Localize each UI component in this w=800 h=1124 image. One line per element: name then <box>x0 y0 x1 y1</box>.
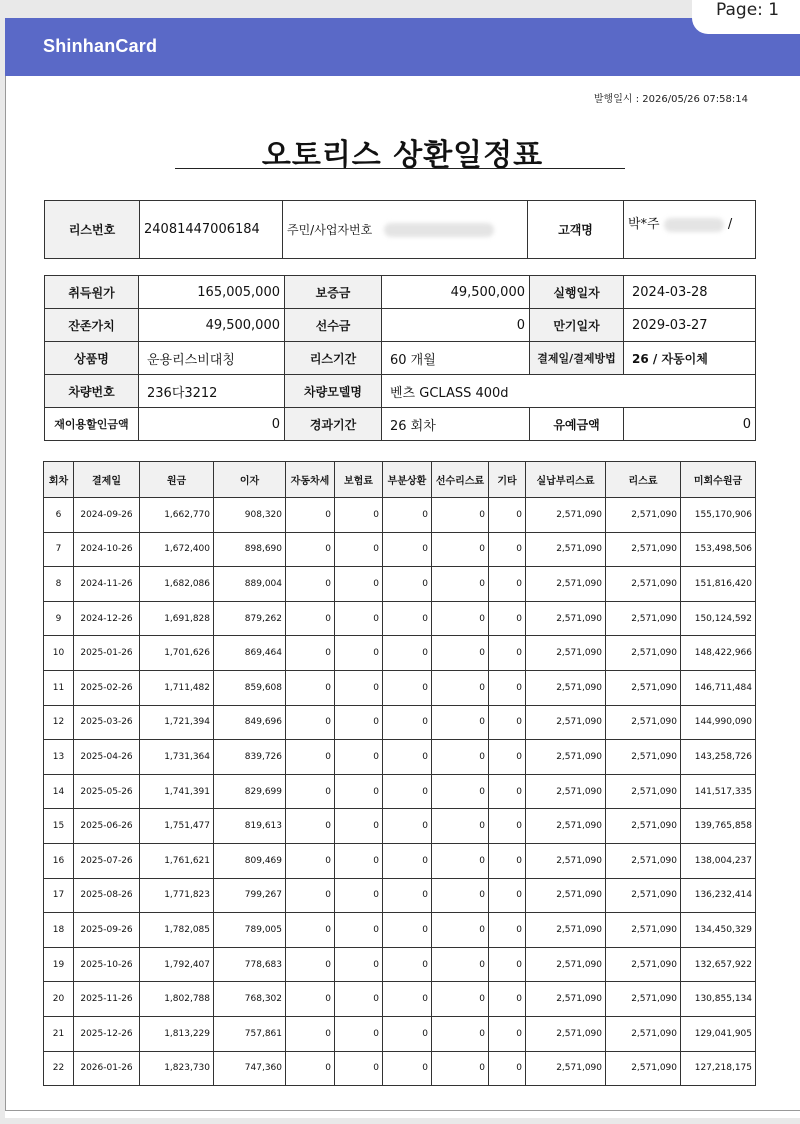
payment-method-value: 26 / 자동이체 <box>624 342 756 375</box>
col-header: 미회수원금 <box>681 462 756 498</box>
table-cell: 0 <box>286 1051 335 1086</box>
acq-cost-value: 165,005,000 <box>139 276 285 309</box>
document-sheet <box>5 18 800 1118</box>
table-cell: 130,855,134 <box>681 982 756 1017</box>
table-cell: 2026-01-26 <box>74 1051 140 1086</box>
redacted-mark <box>664 218 724 232</box>
table-cell: 0 <box>335 947 383 982</box>
table-cell: 1,823,730 <box>140 1051 214 1086</box>
table-cell: 0 <box>489 498 526 533</box>
table-cell: 768,302 <box>214 982 286 1017</box>
table-cell: 0 <box>383 1051 432 1086</box>
table-cell: 829,699 <box>214 774 286 809</box>
table-cell: 0 <box>489 740 526 775</box>
table-cell: 1,731,364 <box>140 740 214 775</box>
table-cell: 889,004 <box>214 567 286 602</box>
vehicle-no-value: 236다3212 <box>139 375 285 408</box>
detail-row <box>45 276 756 309</box>
table-cell: 2,571,090 <box>606 601 681 636</box>
table-cell: 0 <box>489 1051 526 1086</box>
table-cell: 144,990,090 <box>681 705 756 740</box>
schedule-header-row <box>44 462 756 498</box>
col-header: 회차 <box>44 462 74 498</box>
advance-value: 0 <box>382 309 530 342</box>
table-cell: 2024-12-26 <box>74 601 140 636</box>
table-cell: 0 <box>286 878 335 913</box>
lease-term-label: 리스기간 <box>285 342 382 375</box>
table-cell: 0 <box>286 670 335 705</box>
table-cell: 0 <box>286 982 335 1017</box>
table-cell: 0 <box>335 601 383 636</box>
table-cell: 0 <box>335 809 383 844</box>
table-cell: 2,571,090 <box>606 670 681 705</box>
maturity-label: 만기일자 <box>530 309 624 342</box>
table-cell: 1,761,621 <box>140 843 214 878</box>
table-cell: 859,608 <box>214 670 286 705</box>
table-cell: 0 <box>335 843 383 878</box>
customer-value <box>624 201 756 259</box>
table-cell: 2025-03-26 <box>74 705 140 740</box>
table-cell: 898,690 <box>214 532 286 567</box>
maturity-value: 2029-03-27 <box>624 309 756 342</box>
table-cell: 0 <box>489 913 526 948</box>
table-cell: 2,571,090 <box>526 601 606 636</box>
table-cell: 2025-09-26 <box>74 913 140 948</box>
table-cell: 0 <box>335 774 383 809</box>
col-header: 부분상환 <box>383 462 432 498</box>
table-cell: 2025-10-26 <box>74 947 140 982</box>
vehicle-model-label: 차량모델명 <box>285 375 382 408</box>
divider <box>5 1110 800 1111</box>
table-cell: 136,232,414 <box>681 878 756 913</box>
table-cell: 1,792,407 <box>140 947 214 982</box>
table-cell: 2024-11-26 <box>74 567 140 602</box>
col-header: 리스료 <box>606 462 681 498</box>
table-cell: 0 <box>286 705 335 740</box>
table-cell: 0 <box>489 636 526 671</box>
table-cell: 2,571,090 <box>606 913 681 948</box>
table-cell: 0 <box>432 705 489 740</box>
table-cell: 0 <box>432 878 489 913</box>
table-cell: 839,726 <box>214 740 286 775</box>
table-cell: 2,571,090 <box>526 567 606 602</box>
table-cell: 0 <box>432 532 489 567</box>
table-cell: 1,691,828 <box>140 601 214 636</box>
table-cell: 2025-11-26 <box>74 982 140 1017</box>
table-cell: 2,571,090 <box>606 878 681 913</box>
table-cell: 2,571,090 <box>606 705 681 740</box>
table-cell: 9 <box>44 601 74 636</box>
table-cell: 1,682,086 <box>140 567 214 602</box>
table-cell: 757,861 <box>214 1016 286 1051</box>
table-cell: 0 <box>383 947 432 982</box>
table-row <box>44 774 756 809</box>
repayment-schedule-table <box>43 461 756 1086</box>
table-cell: 0 <box>286 843 335 878</box>
table-cell: 2,571,090 <box>526 843 606 878</box>
table-cell: 0 <box>335 636 383 671</box>
table-cell: 2,571,090 <box>606 636 681 671</box>
table-row <box>44 636 756 671</box>
elapsed-value: 26 회차 <box>382 408 530 441</box>
table-cell: 0 <box>489 878 526 913</box>
table-cell: 6 <box>44 498 74 533</box>
table-cell: 0 <box>383 532 432 567</box>
table-cell: 0 <box>335 532 383 567</box>
table-cell: 2025-04-26 <box>74 740 140 775</box>
table-cell: 0 <box>432 774 489 809</box>
table-cell: 139,765,858 <box>681 809 756 844</box>
table-cell: 0 <box>383 913 432 948</box>
table-cell: 129,041,905 <box>681 1016 756 1051</box>
table-cell: 2025-12-26 <box>74 1016 140 1051</box>
table-cell: 0 <box>335 1051 383 1086</box>
table-cell: 0 <box>286 913 335 948</box>
table-row <box>44 740 756 775</box>
detail-row <box>45 342 756 375</box>
table-cell: 0 <box>383 705 432 740</box>
title-underline <box>175 168 625 169</box>
table-cell: 20 <box>44 982 74 1017</box>
table-row <box>44 705 756 740</box>
table-cell: 879,262 <box>214 601 286 636</box>
table-cell: 0 <box>335 670 383 705</box>
table-row <box>44 1016 756 1051</box>
table-cell: 809,469 <box>214 843 286 878</box>
table-cell: 849,696 <box>214 705 286 740</box>
table-cell: 0 <box>286 774 335 809</box>
table-cell: 0 <box>286 809 335 844</box>
residual-label: 잔존가치 <box>45 309 139 342</box>
customer-label: 고객명 <box>528 201 624 259</box>
table-cell: 0 <box>383 982 432 1017</box>
table-cell: 17 <box>44 878 74 913</box>
payment-method-label: 결제일/결제방법 <box>530 342 624 375</box>
table-cell: 0 <box>383 670 432 705</box>
table-cell: 2,571,090 <box>526 1051 606 1086</box>
table-cell: 0 <box>432 809 489 844</box>
table-cell: 21 <box>44 1016 74 1051</box>
id-number-value <box>380 201 528 259</box>
table-cell: 0 <box>286 601 335 636</box>
table-cell: 2,571,090 <box>526 982 606 1017</box>
table-cell: 778,683 <box>214 947 286 982</box>
table-cell: 1,672,400 <box>140 532 214 567</box>
table-cell: 151,816,420 <box>681 567 756 602</box>
detail-row <box>45 375 756 408</box>
page-title: 오토리스 상환일정표 <box>261 138 544 173</box>
table-cell: 2,571,090 <box>526 670 606 705</box>
table-cell: 2,571,090 <box>606 809 681 844</box>
table-cell: 2,571,090 <box>606 567 681 602</box>
table-cell: 0 <box>432 947 489 982</box>
reuse-discount-label: 재이용할인금액 <box>45 408 139 441</box>
table-row <box>44 982 756 1017</box>
col-header: 보험료 <box>335 462 383 498</box>
table-cell: 0 <box>489 947 526 982</box>
col-header: 자동차세 <box>286 462 335 498</box>
table-cell: 22 <box>44 1051 74 1086</box>
table-cell: 1,782,085 <box>140 913 214 948</box>
table-cell: 2025-02-26 <box>74 670 140 705</box>
table-cell: 155,170,906 <box>681 498 756 533</box>
table-cell: 19 <box>44 947 74 982</box>
table-cell: 127,218,175 <box>681 1051 756 1086</box>
table-cell: 2,571,090 <box>526 913 606 948</box>
table-cell: 0 <box>286 636 335 671</box>
table-cell: 0 <box>489 705 526 740</box>
table-row <box>44 532 756 567</box>
table-cell: 2,571,090 <box>526 947 606 982</box>
table-cell: 0 <box>383 1016 432 1051</box>
table-cell: 2,571,090 <box>606 740 681 775</box>
deferred-value: 0 <box>624 408 756 441</box>
lease-term-value: 60 개월 <box>382 342 530 375</box>
col-header: 이자 <box>214 462 286 498</box>
table-cell: 0 <box>432 601 489 636</box>
table-cell: 0 <box>489 774 526 809</box>
table-cell: 1,701,626 <box>140 636 214 671</box>
vehicle-model-value: 벤츠 GCLASS 400d <box>382 375 756 408</box>
table-cell: 2,571,090 <box>526 705 606 740</box>
table-cell: 10 <box>44 636 74 671</box>
table-cell: 2,571,090 <box>606 774 681 809</box>
table-cell: 0 <box>489 567 526 602</box>
table-cell: 0 <box>286 567 335 602</box>
table-cell: 2025-07-26 <box>74 843 140 878</box>
reuse-discount-value: 0 <box>139 408 285 441</box>
header-bar <box>5 18 800 76</box>
table-cell: 7 <box>44 532 74 567</box>
table-cell: 12 <box>44 705 74 740</box>
col-header: 기타 <box>489 462 526 498</box>
deposit-label: 보증금 <box>285 276 382 309</box>
table-row <box>44 878 756 913</box>
redacted-mark <box>384 223 494 237</box>
table-row <box>44 913 756 948</box>
residual-value: 49,500,000 <box>139 309 285 342</box>
table-cell: 0 <box>432 636 489 671</box>
table-cell: 138,004,237 <box>681 843 756 878</box>
table-cell: 0 <box>489 843 526 878</box>
table-cell: 0 <box>383 809 432 844</box>
table-cell: 2,571,090 <box>526 532 606 567</box>
table-cell: 0 <box>383 740 432 775</box>
table-cell: 2,571,090 <box>526 1016 606 1051</box>
table-cell: 2,571,090 <box>606 1051 681 1086</box>
table-cell: 0 <box>383 636 432 671</box>
product-value: 운용리스비대칭 <box>139 342 285 375</box>
table-cell: 14 <box>44 774 74 809</box>
table-cell: 2025-08-26 <box>74 878 140 913</box>
table-cell: 0 <box>432 1016 489 1051</box>
table-cell: 0 <box>489 670 526 705</box>
table-cell: 2,571,090 <box>606 843 681 878</box>
id-number-label: 주민/사업자번호 <box>283 201 380 259</box>
product-label: 상품명 <box>45 342 139 375</box>
table-cell: 0 <box>489 809 526 844</box>
detail-row <box>45 408 756 441</box>
elapsed-label: 경과기간 <box>285 408 382 441</box>
table-cell: 153,498,506 <box>681 532 756 567</box>
table-cell: 146,711,484 <box>681 670 756 705</box>
col-header: 선수리스료 <box>432 462 489 498</box>
table-cell: 2,571,090 <box>526 774 606 809</box>
table-cell: 0 <box>432 567 489 602</box>
table-cell: 1,741,391 <box>140 774 214 809</box>
deferred-label: 유예금액 <box>530 408 624 441</box>
table-cell: 2,571,090 <box>526 636 606 671</box>
table-cell: 0 <box>383 601 432 636</box>
table-cell: 0 <box>286 532 335 567</box>
detail-row <box>45 309 756 342</box>
table-cell: 148,422,966 <box>681 636 756 671</box>
table-cell: 2,571,090 <box>526 878 606 913</box>
table-cell: 0 <box>335 567 383 602</box>
table-cell: 0 <box>432 498 489 533</box>
table-cell: 0 <box>383 878 432 913</box>
table-row <box>44 947 756 982</box>
table-cell: 2,571,090 <box>526 740 606 775</box>
table-cell: 0 <box>432 982 489 1017</box>
schedule-body <box>44 498 756 1086</box>
table-cell: 0 <box>489 532 526 567</box>
table-cell: 908,320 <box>214 498 286 533</box>
table-cell: 789,005 <box>214 913 286 948</box>
table-row <box>44 809 756 844</box>
table-cell: 2,571,090 <box>606 982 681 1017</box>
table-cell: 0 <box>286 1016 335 1051</box>
table-cell: 15 <box>44 809 74 844</box>
table-cell: 0 <box>489 1016 526 1051</box>
table-cell: 1,813,229 <box>140 1016 214 1051</box>
table-cell: 0 <box>335 1016 383 1051</box>
col-header: 실납부리스료 <box>526 462 606 498</box>
table-cell: 11 <box>44 670 74 705</box>
table-row <box>44 1051 756 1086</box>
table-cell: 2,571,090 <box>606 498 681 533</box>
issued-datetime: 발행일시 : 2026/05/26 07:58:14 <box>593 94 748 105</box>
table-cell: 2024-10-26 <box>74 532 140 567</box>
table-cell: 2,571,090 <box>606 947 681 982</box>
shinhancard-logo: ShinhanCard <box>43 36 158 56</box>
table-cell: 2,571,090 <box>526 498 606 533</box>
table-cell: 0 <box>432 670 489 705</box>
table-cell: 0 <box>335 913 383 948</box>
col-header: 원금 <box>140 462 214 498</box>
table-cell: 819,613 <box>214 809 286 844</box>
table-cell: 869,464 <box>214 636 286 671</box>
table-cell: 2024-09-26 <box>74 498 140 533</box>
table-cell: 1,771,823 <box>140 878 214 913</box>
lease-no-value: 24081447006184 <box>140 201 283 259</box>
table-cell: 0 <box>335 498 383 533</box>
table-cell: 18 <box>44 913 74 948</box>
table-cell: 0 <box>335 740 383 775</box>
table-cell: 0 <box>432 1051 489 1086</box>
table-cell: 132,657,922 <box>681 947 756 982</box>
table-cell: 0 <box>286 740 335 775</box>
table-cell: 141,517,335 <box>681 774 756 809</box>
table-cell: 0 <box>432 913 489 948</box>
table-cell: 799,267 <box>214 878 286 913</box>
table-cell: 0 <box>383 498 432 533</box>
table-cell: 0 <box>335 705 383 740</box>
table-cell: 134,450,329 <box>681 913 756 948</box>
table-cell: 2,571,090 <box>606 532 681 567</box>
table-row <box>44 498 756 533</box>
customer-name: 박*주 <box>628 217 660 232</box>
table-cell: 1,662,770 <box>140 498 214 533</box>
exec-date-label: 실행일자 <box>530 276 624 309</box>
page-indicator: Page: 1 <box>692 0 800 34</box>
table-cell: 150,124,592 <box>681 601 756 636</box>
customer-separator: / <box>727 217 733 232</box>
exec-date-value: 2024-03-28 <box>624 276 756 309</box>
table-cell: 0 <box>489 982 526 1017</box>
table-cell: 2025-05-26 <box>74 774 140 809</box>
lease-no-label: 리스번호 <box>45 201 140 259</box>
table-cell: 0 <box>432 843 489 878</box>
table-cell: 0 <box>489 601 526 636</box>
table-cell: 8 <box>44 567 74 602</box>
table-cell: 1,721,394 <box>140 705 214 740</box>
table-cell: 2,571,090 <box>526 809 606 844</box>
table-cell: 1,751,477 <box>140 809 214 844</box>
table-row <box>44 601 756 636</box>
table-cell: 16 <box>44 843 74 878</box>
table-row <box>44 843 756 878</box>
table-cell: 0 <box>432 740 489 775</box>
table-cell: 0 <box>335 982 383 1017</box>
table-cell: 2,571,090 <box>606 1016 681 1051</box>
table-cell: 0 <box>335 878 383 913</box>
table-cell: 2025-06-26 <box>74 809 140 844</box>
col-header: 결제일 <box>74 462 140 498</box>
acq-cost-label: 취득원가 <box>45 276 139 309</box>
deposit-value: 49,500,000 <box>382 276 530 309</box>
vehicle-no-label: 차량번호 <box>45 375 139 408</box>
lease-detail-table <box>44 275 756 441</box>
table-cell: 2025-01-26 <box>74 636 140 671</box>
divider <box>5 76 6 1110</box>
lease-id-table <box>44 200 756 259</box>
table-cell: 13 <box>44 740 74 775</box>
table-cell: 1,802,788 <box>140 982 214 1017</box>
table-cell: 0 <box>383 567 432 602</box>
table-cell: 1,711,482 <box>140 670 214 705</box>
table-cell: 0 <box>383 774 432 809</box>
table-cell: 747,360 <box>214 1051 286 1086</box>
advance-label: 선수금 <box>285 309 382 342</box>
table-cell: 0 <box>286 947 335 982</box>
table-row <box>44 567 756 602</box>
table-cell: 143,258,726 <box>681 740 756 775</box>
table-cell: 0 <box>383 843 432 878</box>
table-row <box>44 670 756 705</box>
table-cell: 0 <box>286 498 335 533</box>
